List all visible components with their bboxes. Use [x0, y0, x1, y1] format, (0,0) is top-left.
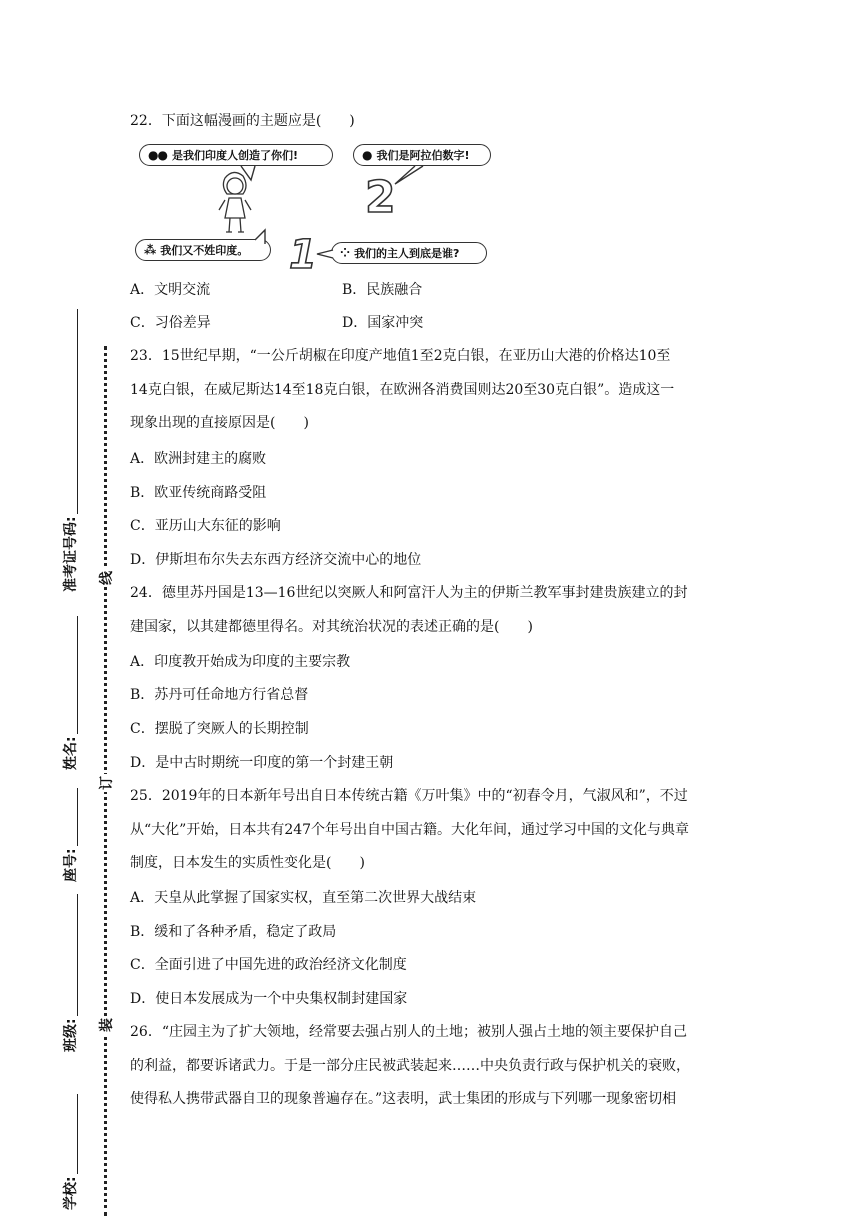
question-line: 从“大化”开始，日本共有247个年号出自中国古籍。大化年间，通过学习中国的文化与典章	[130, 821, 690, 838]
cartoon-illustration	[133, 140, 495, 272]
exam-number-label: 准考证号码:	[63, 516, 79, 592]
question-25-stem	[130, 780, 730, 881]
bubble-dots-icon: ●	[362, 148, 372, 162]
binding-mark-xian: 线	[96, 569, 116, 587]
bubble-dots-icon: ●●	[148, 148, 167, 162]
option-c[interactable]: C．习俗差异	[130, 315, 211, 331]
option-d[interactable]: D．伊斯坦布尔失去东西方经济交流中心的地位	[130, 552, 422, 568]
exam-number-field[interactable]	[58, 309, 82, 592]
bubble-text: 我们又不姓印度。	[160, 244, 249, 257]
cartoon-drawing	[133, 140, 495, 272]
bubble-text: 我们是阿拉伯数字!	[376, 149, 470, 162]
numeral-one-icon: 1	[289, 232, 317, 272]
question-22-stem	[130, 105, 730, 139]
option-b[interactable]: B．苏丹可任命地方行省总督	[130, 687, 309, 703]
class-field[interactable]	[58, 894, 82, 1052]
question-line: 23．15世纪早期，“一公斤胡椒在印度产地值1至2克白银，在亚历山大港的价格达10至	[130, 348, 671, 364]
question-line: 现象出现的直接原因是( )	[130, 415, 309, 431]
bubble-text: 是我们印度人创造了你们!	[171, 149, 298, 162]
option-b[interactable]: B．欧亚传统商路受阻	[130, 485, 267, 501]
question-line: 26．“庄园主为了扩大领地，经常要去强占别人的土地；被别人强占土地的领主要保护自己	[130, 1024, 687, 1040]
seat-label: 座号:	[63, 848, 79, 882]
option-d[interactable]: D．国家冲突	[342, 315, 424, 331]
numeral-two-icon: 2	[365, 172, 396, 223]
question-line: 建国家，以其建都德里得名。对其统治状况的表述正确的是( )	[130, 618, 533, 635]
option-a[interactable]: A．天皇从此掌握了国家实权，直至第二次世界大战结束	[130, 890, 477, 906]
bubble-dots-icon: ⁘	[340, 246, 350, 260]
school-blank[interactable]	[63, 1094, 78, 1174]
bubble-tail-2	[395, 166, 423, 184]
option-c[interactable]: C．全面引进了中国先进的政治经济文化制度	[130, 957, 407, 973]
question-line: 的利益，都要诉诸武力。于是一部分庄民被武装起来……中央负责行政与保护机关的衰败，	[130, 1057, 690, 1074]
question-line: 24．德里苏丹国是13—16世纪以突厥人和阿富汗人为主的伊斯兰教军事封建贵族建立的封	[130, 585, 688, 601]
question-26-stem	[130, 1016, 730, 1117]
name-blank[interactable]	[63, 616, 78, 734]
question-line: 制度，日本发生的实质性变化是( )	[130, 855, 365, 871]
exam-number-blank[interactable]	[63, 309, 78, 514]
question-line: 22．下面这幅漫画的主题应是( )	[130, 113, 355, 129]
option-c[interactable]: C．亚历山大东征的影响	[130, 518, 281, 534]
option-a[interactable]: A．欧洲封建主的腐败	[130, 451, 267, 467]
bubble-tail-3	[255, 230, 265, 244]
seat-field[interactable]	[58, 788, 82, 882]
bubble-dots-icon: ⁂	[144, 243, 156, 257]
option-d[interactable]: D．是中古时期统一印度的第一个封建王朝	[130, 755, 394, 771]
option-b[interactable]: B．民族融合	[342, 282, 423, 298]
bubble-tail-4	[317, 250, 333, 258]
class-label: 班级:	[63, 1018, 79, 1052]
question-line: 14克白银，在威尼斯达14至18克白银，在欧洲各消费国则达20至30克白银”。造成这一	[130, 381, 675, 398]
name-label: 姓名:	[63, 736, 79, 770]
question-line: 25．2019年的日本新年号出自日本传统古籍《万叶集》中的“初春令月，气淑风和”，不过	[130, 788, 688, 804]
question-line: 使得私人携带武器自卫的现象普遍存在。”这表明，武士集团的形成与下列哪一现象密切相	[130, 1091, 677, 1107]
question-24-stem	[130, 577, 730, 644]
option-a[interactable]: A．文明交流	[130, 282, 211, 298]
option-d[interactable]: D．使日本发展成为一个中央集权制封建国家	[130, 991, 408, 1007]
school-label: 学校:	[63, 1176, 79, 1210]
class-blank[interactable]	[63, 894, 78, 1016]
seat-blank[interactable]	[63, 788, 78, 846]
option-c[interactable]: C．摆脱了突厥人的长期控制	[130, 721, 309, 737]
binding-mark-zhuang: 装	[96, 1016, 116, 1034]
bubble-text: 我们的主人到底是谁?	[354, 247, 460, 260]
person-figure-icon	[219, 172, 251, 232]
question-23-stem	[130, 340, 730, 441]
option-b[interactable]: B．缓和了各种矛盾，稳定了政局	[130, 924, 337, 940]
option-a[interactable]: A．印度教开始成为印度的主要宗教	[130, 654, 351, 670]
school-field[interactable]	[58, 1094, 82, 1210]
binding-mark-ding: 订	[96, 774, 116, 792]
name-field[interactable]	[58, 616, 82, 770]
